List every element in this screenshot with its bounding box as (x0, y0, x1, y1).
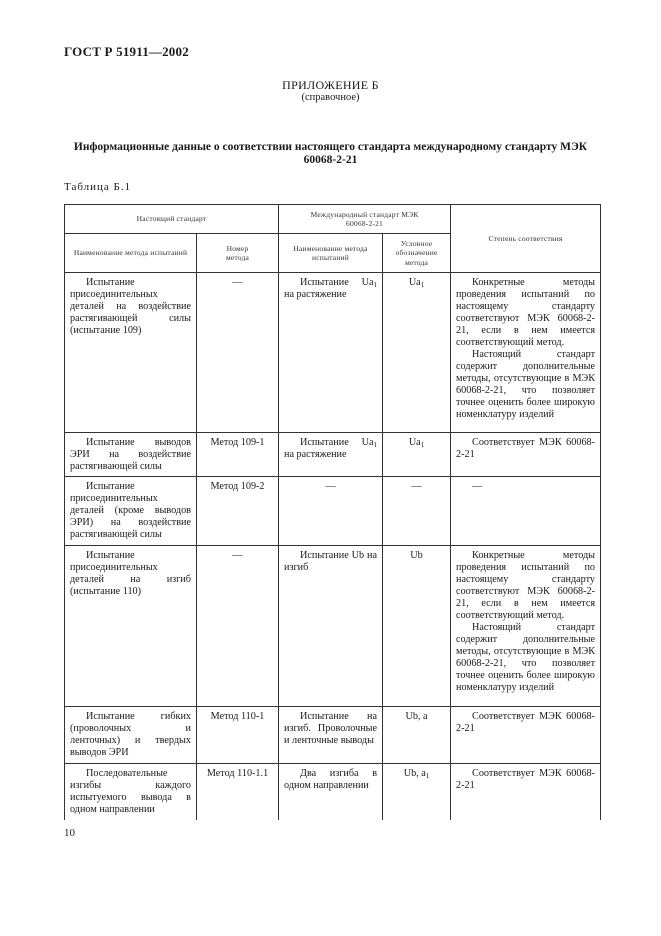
row-method-number: Метод 109-2 (210, 481, 265, 492)
row-intl-method-name: Испытание $Ua_1$ на растяжение (284, 277, 378, 300)
row-conformity: — (472, 481, 483, 492)
row-method-number: — (232, 550, 243, 561)
header-national-standard: Настоящий стандарт (65, 205, 279, 234)
table-row (65, 477, 601, 546)
table-row (65, 546, 601, 707)
row-conformity: Соответствует МЭК 60068-2-21 (456, 711, 596, 734)
table-row (65, 433, 601, 477)
header-conformity-degree: Степень соответствия (451, 205, 601, 273)
row-intl-designation: Ub (410, 550, 423, 561)
row-intl-designation: $Ua_1$ (408, 277, 425, 289)
table-row (65, 707, 601, 764)
row-conformity: Конкретные методы проведения испытаний по настоящему стандарту соответствуют МЭК 60068-2-21, если в нем имеется соответствующий метод. Настоящий стандарт содержит дополнительные методы, отсутствующие в МЭК 60068-2-21, что позволяет точнее оценить более широкую номенклатуру изделий (456, 277, 596, 420)
conformity-table (64, 204, 601, 820)
row-intl-method-name: Испытание Ub на изгиб (284, 550, 378, 573)
row-intl-method-name: Два изгиба в одном направлении (284, 768, 378, 791)
row-method-number: Метод 109-1 (210, 437, 265, 448)
row-method-name: Испытание присоединительных деталей (кроме выводов ЭРИ) на воздействие растягивающей силы (70, 481, 191, 540)
row-method-number: Метод 110-1.1 (206, 768, 269, 779)
row-intl-method-name: — (325, 481, 336, 492)
header-international-standard: Международный стандарт МЭК 60068-2-21 (279, 205, 451, 234)
row-method-name: Последовательные изгибы каждого испытуемого вывода в одном направлении (70, 768, 191, 815)
row-intl-method-name: Испытание $Ua_1$ на растяжение (284, 437, 378, 460)
page-number: 10 (64, 827, 75, 839)
row-method-number: Метод 110-1 (210, 711, 265, 722)
row-method-name: Испытание присоединительных деталей на изгиб (испытание 110) (70, 550, 191, 597)
header-method-number: Номер метода (197, 234, 279, 273)
row-intl-method-name: Испытание на изгиб. Проволочные и ленточные выводы (284, 711, 378, 746)
row-method-name: Испытание выводов ЭРИ на воздействие растягивающей силы (70, 437, 191, 472)
header-intl-method-name: Наименование метода испытаний (279, 234, 383, 273)
row-intl-designation: — (411, 481, 422, 492)
document-code: ГОСТ Р 51911—2002 (64, 44, 189, 59)
document-title: Информационные данные о соответствии настоящего стандарта международному стандарту МЭК 60068-2-21 (73, 141, 588, 166)
table-row (65, 273, 601, 433)
row-intl-designation: Ub, a (405, 711, 428, 722)
row-intl-designation: $Ua_1$ (408, 437, 425, 449)
row-method-name: Испытание гибких (проволочных и ленточных) и твердых выводов ЭРИ (70, 711, 191, 758)
row-conformity: Соответствует МЭК 60068-2-21 (456, 768, 596, 791)
table-label: Таблица Б.1 (64, 181, 132, 193)
row-conformity: Соответствует МЭК 60068-2-21 (456, 437, 596, 460)
table-row (65, 764, 601, 820)
row-method-number: — (232, 277, 243, 288)
row-conformity: Конкретные методы проведения испытаний по настоящему стандарту соответствуют МЭК 60068-2-21, если в нем имеется соответствующий метод. Настоящий стандарт содержит дополнительные методы, отсутствующие в МЭК 60068-2-21, что позволяет точнее оценить более широкую номенклатуру изделий (456, 550, 596, 693)
row-intl-designation: Ub, $a_1$ (403, 768, 430, 780)
header-intl-designation: Условное обозначение метода (383, 234, 451, 273)
appendix-subtitle: (справочное) (301, 92, 360, 103)
header-method-name: Наименование метода испытаний (65, 234, 197, 273)
appendix-title: ПРИЛОЖЕНИЕ Б (282, 78, 379, 92)
row-method-name: Испытание присоединительных деталей на воздействие растягивающей силы (испытание 109) (70, 277, 191, 336)
